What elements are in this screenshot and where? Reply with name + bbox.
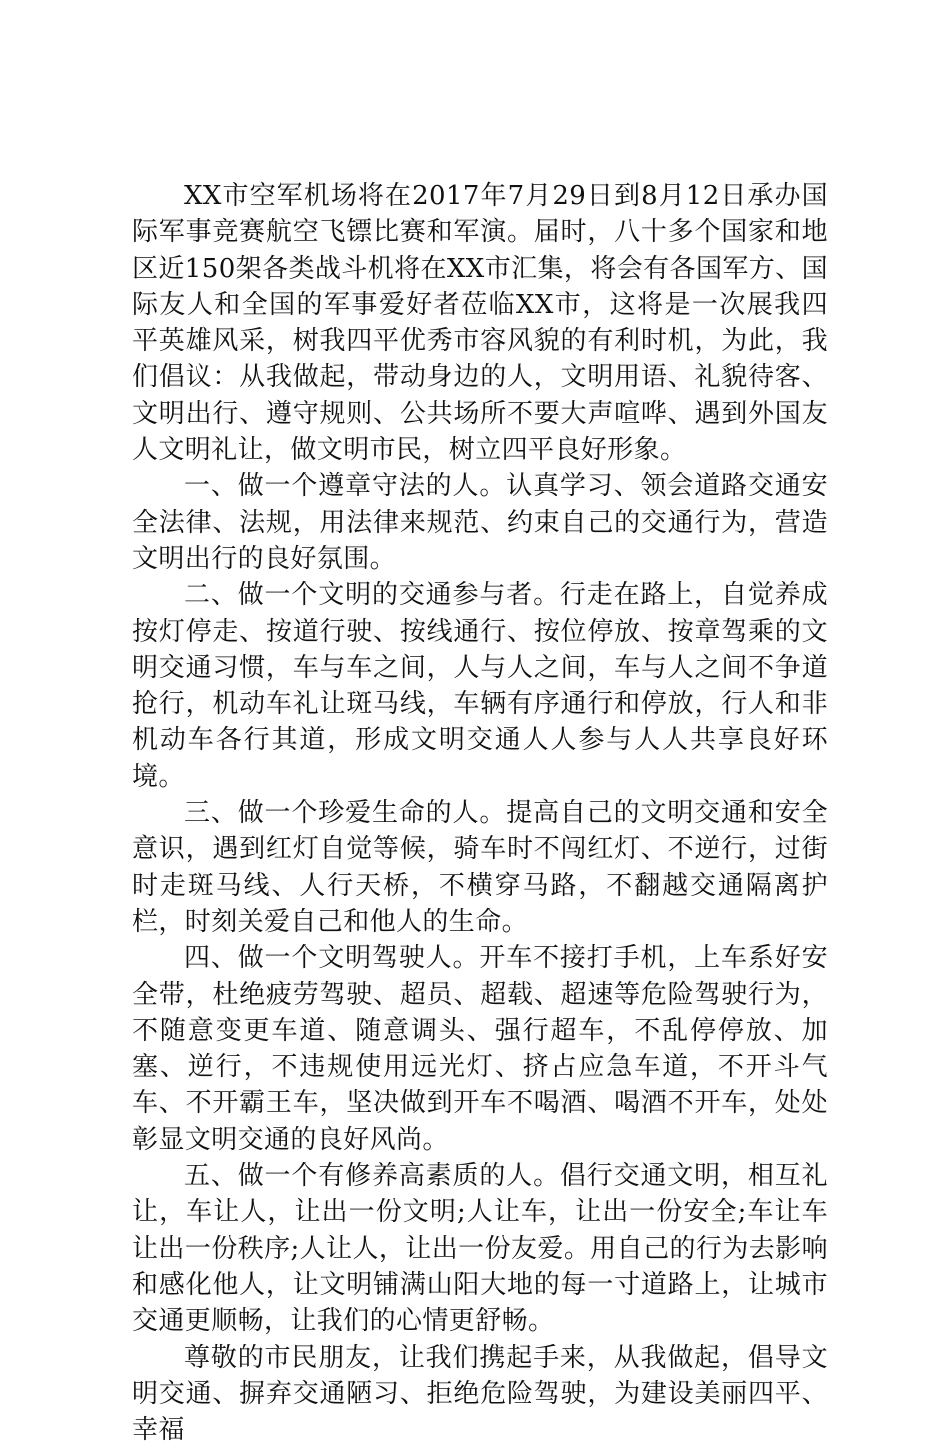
pledge-paragraph-4: 四、做一个文明驾驶人。开车不接打手机，上车系好安全带，杜绝疲劳驾驶、超员、超载、超速等危险驾驶行为，不随意变更车道、随意调头、强行超车，不乱停停放、加塞、逆行，不违规使用远光灯、挤占应急车道，不开斗气车、不开霸王车，坚决做到开车不喝酒、喝酒不开车，处处彰显文明交通的良好风尚。 bbox=[132, 940, 828, 1158]
pledge-paragraph-5: 五、做一个有修养高素质的人。倡行交通文明，相互礼让，车让人，让出一份文明;人让车，让出一份安全;车让车让出一份秩序;人让人，让出一份友爱。用自己的行为去影响和感化他人，让文明铺满山阳大地的每一寸道路上，让城市交通更顺畅，让我们的心情更舒畅。 bbox=[132, 1158, 828, 1339]
pledge-paragraph-2: 二、做一个文明的交通参与者。行走在路上，自觉养成按灯停走、按道行驶、按线通行、按位停放、按章驾乘的文明交通习惯，车与车之间，人与人之间，车与人之间不争道抢行，机动车礼让斑马线，车辆有序通行和停放，行人和非机动车各行其道，形成文明交通人人参与人人共享良好环境。 bbox=[132, 577, 828, 795]
pledge-paragraph-3: 三、做一个珍爱生命的人。提高自己的文明交通和安全意识，遇到红灯自觉等候，骑车时不闯红灯、不逆行，过街时走斑马线、人行天桥，不横穿马路，不翻越交通隔离护栏，时刻关爱自己和他人的生命。 bbox=[132, 795, 828, 940]
document-body bbox=[132, 178, 828, 1448]
closing-paragraph: 尊敬的市民朋友，让我们携起手来，从我做起，倡导文明交通、摒弃交通陋习、拒绝危险驾驶，为建设美丽四平、幸福 bbox=[132, 1340, 828, 1448]
pledge-paragraph-1: 一、做一个遵章守法的人。认真学习、领会道路交通安全法律、法规，用法律来规范、约束自己的交通行为，营造文明出行的良好氛围。 bbox=[132, 468, 828, 577]
intro-paragraph: XX市空军机场将在2017年7月29日到8月12日承办国际军事竞赛航空飞镖比赛和军演。届时，八十多个国家和地区近150架各类战斗机将在XX市汇集，将会有各国军方、国际友人和全国的军事爱好者莅临XX市，这将是一次展我四平英雄风采，树我四平优秀市容风貌的有利时机，为此，我们倡议：从我做起，带动身边的人，文明用语、礼貌待客、文明出行、遵守规则、公共场所不要大声喧哗、遇到外国友人文明礼让，做文明市民，树立四平良好形象。 bbox=[132, 178, 828, 468]
